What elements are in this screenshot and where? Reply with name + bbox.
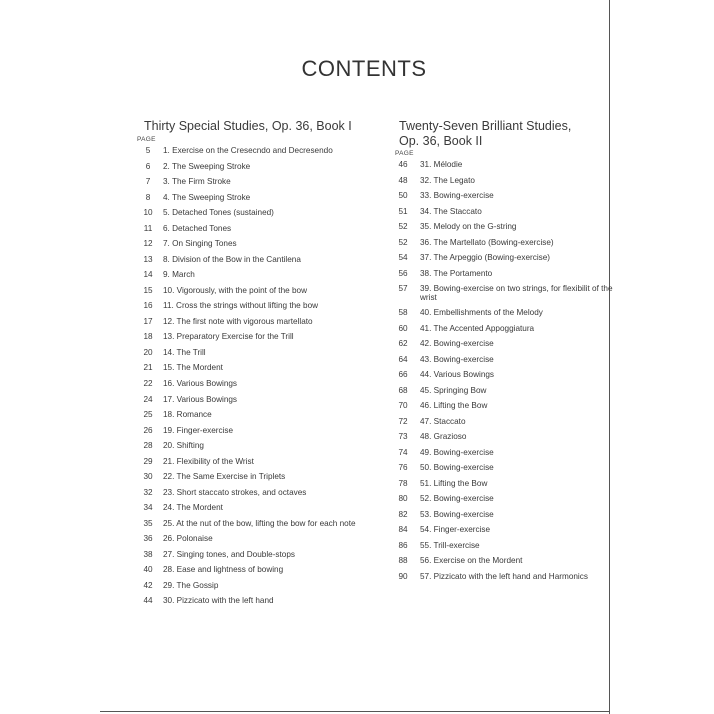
contents-entry: [137, 239, 397, 255]
entry-title: 46. Lifting the Bow: [420, 401, 488, 410]
entry-page-number: 62: [398, 339, 408, 348]
contents-entry: [389, 238, 619, 254]
entry-title: 56. Exercise on the Mordent: [420, 556, 523, 565]
entry-page-number: 86: [398, 540, 408, 550]
contents-entry: [389, 541, 619, 557]
page-title: CONTENTS: [301, 56, 427, 81]
entry-title: 7. On Singing Tones: [163, 239, 237, 249]
contents-entry: [389, 510, 619, 526]
entry-page-number: 10: [143, 208, 153, 218]
entry-page-number: 8: [145, 192, 151, 202]
contents-entry: [389, 417, 619, 433]
entry-title: 52. Bowing-exercise: [420, 494, 494, 503]
book-two-heading-line2: Op. 36, Book II: [399, 134, 483, 148]
entry-title: 6. Detached Tones: [163, 223, 232, 233]
contents-entry: [389, 525, 619, 541]
contents-entry: [137, 410, 397, 426]
entry-title: 8. Division of the Bow in the Cantilena: [163, 254, 301, 264]
entry-title: 48. Grazioso: [420, 432, 467, 441]
entry-page-number: 78: [398, 478, 408, 488]
contents-entry: [389, 176, 619, 192]
contents-entry: [137, 488, 397, 504]
entry-title: 24. The Mordent: [163, 503, 223, 513]
contents-entry: [389, 463, 619, 479]
contents-entry: [137, 457, 397, 473]
contents-entry: [137, 193, 397, 209]
book-one-column: [137, 119, 397, 612]
entry-page-number: 70: [398, 401, 408, 410]
entry-title: 53. Bowing-exercise: [420, 509, 494, 519]
entry-page-number: 44: [143, 596, 153, 606]
contents-entry: [389, 401, 619, 417]
contents-entry: [389, 269, 619, 285]
entry-title: 54. Finger-exercise: [420, 525, 491, 534]
entry-title: 22. The Same Exercise in Triplets: [163, 472, 286, 482]
entry-title: 25. At the nut of the bow, lifting the bow for each note: [163, 518, 356, 528]
contents-entry: [137, 332, 397, 348]
entry-title: 34. The Staccato: [420, 206, 482, 216]
page-column-label: PAGE: [395, 150, 414, 157]
entry-title: 10. Vigorously, with the point of the bow: [163, 285, 307, 295]
contents-entry: [137, 581, 397, 597]
entry-page-number: 24: [143, 394, 153, 404]
contents-entry: [389, 308, 619, 324]
entry-title: 49. Bowing-exercise: [420, 447, 494, 457]
entry-title: 35. Melody on the G-string: [420, 222, 517, 231]
entry-page-number: 84: [398, 525, 408, 534]
contents-entry: [137, 550, 397, 566]
entry-page-number: 88: [398, 556, 408, 565]
entry-page-number: 50: [398, 191, 408, 200]
entry-title: 44. Various Bowings: [420, 370, 495, 379]
contents-entry: [389, 355, 619, 371]
entry-title: 15. The Mordent: [163, 363, 223, 373]
entry-title: 39. Bowing-exercise on two strings, for flexibilit of the wrist: [420, 284, 613, 302]
entry-page-number: 35: [143, 518, 153, 528]
contents-entry: [389, 479, 619, 495]
contents-entry: [137, 348, 397, 364]
entry-page-number: 46: [398, 160, 408, 169]
contents-entry: [389, 494, 619, 510]
contents-entry: [137, 363, 397, 379]
contents-entry: [389, 253, 619, 269]
entry-title: 41. The Accented Appoggiatura: [420, 323, 535, 333]
contents-entry: [389, 222, 619, 238]
entry-page-number: 21: [143, 363, 153, 373]
book-two-heading: [399, 119, 619, 149]
entry-title: 55. Trill-exercise: [420, 540, 480, 550]
entry-page-number: 42: [143, 580, 153, 590]
contents-entry: [137, 534, 397, 550]
entry-page-number: 11: [143, 223, 153, 233]
contents-entry: [137, 441, 397, 457]
contents-entry: [137, 177, 397, 193]
entry-page-number: 48: [398, 175, 408, 185]
book-one-heading: Thirty Special Studies, Op. 36, Book I: [144, 119, 352, 133]
entry-title: 2. The Sweeping Stroke: [163, 161, 251, 171]
entry-page-number: 13: [143, 254, 153, 264]
entry-title: 23. Short staccato strokes, and octaves: [163, 487, 307, 497]
entry-title: 36. The Martellato (Bowing-exercise): [420, 237, 554, 247]
entry-title: 27. Singing tones, and Double-stops: [163, 549, 295, 559]
entry-title: 12. The first note with vigorous martellato: [163, 316, 313, 326]
entry-title: 30. Pizzicato with the left hand: [163, 596, 274, 606]
entry-page-number: 15: [143, 285, 153, 295]
contents-entry: [137, 379, 397, 395]
entry-page-number: 34: [143, 503, 153, 513]
contents-entry: [389, 432, 619, 448]
contents-entry: [389, 370, 619, 386]
entry-page-number: 12: [143, 239, 153, 249]
entry-title: 42. Bowing-exercise: [420, 339, 494, 348]
entry-page-number: 54: [398, 253, 408, 262]
entry-page-number: 52: [398, 222, 408, 231]
contents-entry: [137, 519, 397, 535]
entry-page-number: 36: [143, 534, 153, 544]
entry-page-number: 76: [398, 463, 408, 472]
entry-page-number: 74: [398, 447, 408, 457]
entry-page-number: 80: [398, 494, 408, 503]
entry-page-number: 28: [143, 441, 153, 451]
bottom-rule: [100, 711, 609, 712]
entry-title: 37. The Arpeggio (Bowing-exercise): [420, 253, 551, 262]
page-column-label: PAGE: [137, 136, 156, 143]
entry-page-number: 22: [143, 378, 153, 388]
entry-page-number: 68: [398, 385, 408, 395]
entry-title: 1. Exercise on the Cresecndo and Decresendo: [163, 146, 333, 155]
entry-page-number: 66: [398, 370, 408, 379]
contents-entry: [137, 146, 397, 162]
entry-title: 20. Shifting: [163, 441, 204, 451]
contents-entry: [137, 395, 397, 411]
entry-page-number: 30: [143, 472, 153, 482]
book-two-column: [389, 119, 619, 587]
entry-title: 50. Bowing-exercise: [420, 463, 494, 472]
contents-entry: [137, 565, 397, 581]
entry-title: 16. Various Bowings: [163, 378, 238, 388]
entry-title: 4. The Sweeping Stroke: [163, 192, 251, 202]
entry-title: 11. Cross the strings without lifting the bow: [163, 301, 319, 311]
entry-page-number: 40: [143, 565, 153, 575]
entry-title: 3. The Firm Stroke: [163, 177, 231, 187]
entry-title: 38. The Portamento: [420, 268, 493, 278]
entry-title: 13. Preparatory Exercise for the Trill: [163, 332, 294, 342]
contents-entry: [137, 472, 397, 488]
contents-entry: [389, 191, 619, 207]
entry-title: 28. Ease and lightness of bowing: [163, 565, 284, 575]
entry-title: 9. March: [163, 270, 195, 280]
entry-page-number: 17: [143, 316, 153, 326]
entry-page-number: 5: [145, 146, 151, 155]
entry-title: 40. Embellishments of the Melody: [420, 308, 543, 317]
contents-entry: [137, 208, 397, 224]
contents-entry: [389, 448, 619, 464]
entry-page-number: 90: [398, 571, 408, 581]
book-two-heading-line1: Twenty-Seven Brilliant Studies,: [399, 119, 572, 133]
entry-title: 17. Various Bowings: [163, 394, 238, 404]
entry-title: 51. Lifting the Bow: [420, 478, 488, 488]
book-one-entries: [137, 146, 397, 612]
entry-page-number: 52: [398, 237, 408, 247]
entry-page-number: 51: [398, 206, 408, 216]
entry-page-number: 29: [143, 456, 153, 466]
entry-title: 19. Finger-exercise: [163, 425, 234, 435]
contents-entry: [137, 286, 397, 302]
entry-page-number: 6: [145, 161, 151, 171]
entry-page-number: 16: [143, 301, 153, 311]
entry-title: 57. Pizzicato with the left hand and Harmonics: [420, 571, 588, 581]
entry-page-number: 18: [143, 332, 153, 342]
contents-entry: [389, 572, 619, 588]
contents-entry: [137, 255, 397, 271]
entry-title: 32. The Legato: [420, 175, 475, 185]
entry-title: 43. Bowing-exercise: [420, 354, 494, 364]
contents-entry: [389, 207, 619, 223]
entry-page-number: 14: [143, 270, 153, 280]
contents-entry: [389, 284, 619, 308]
entry-page-number: 56: [398, 268, 408, 278]
entry-page-number: 26: [143, 425, 153, 435]
entry-page-number: 73: [398, 432, 408, 441]
entry-page-number: 82: [398, 509, 408, 519]
contents-entry: [389, 324, 619, 340]
entry-page-number: 58: [398, 308, 408, 317]
book-two-entries: [389, 160, 619, 587]
entry-page-number: 64: [398, 354, 408, 364]
contents-entry: [137, 317, 397, 333]
entry-title: 29. The Gossip: [163, 580, 219, 590]
contents-entry: [389, 160, 619, 176]
entry-title: 18. Romance: [163, 410, 212, 420]
entry-page-number: 72: [398, 416, 408, 426]
entry-title: 14. The Trill: [163, 347, 206, 357]
contents-entry: [137, 301, 397, 317]
contents-entry: [137, 596, 397, 612]
entry-page-number: 60: [398, 323, 408, 333]
entry-page-number: 38: [143, 549, 153, 559]
contents-entry: [389, 556, 619, 572]
contents-entry: [137, 503, 397, 519]
entry-title: 33. Bowing-exercise: [420, 191, 494, 200]
entry-title: 26. Polonaise: [163, 534, 213, 544]
entry-title: 45. Springing Bow: [420, 385, 487, 395]
contents-entry: [137, 162, 397, 178]
entry-page-number: 25: [143, 410, 153, 420]
contents-entry: [389, 339, 619, 355]
entry-page-number: 57: [398, 284, 408, 293]
contents-entry: [389, 386, 619, 402]
entry-page-number: 32: [143, 487, 153, 497]
contents-entry: [137, 224, 397, 240]
entry-title: 47. Staccato: [420, 416, 466, 426]
entry-title: 21. Flexibility of the Wrist: [163, 456, 254, 466]
entry-page-number: 20: [143, 347, 153, 357]
contents-entry: [137, 426, 397, 442]
entry-title: 5. Detached Tones (sustained): [163, 208, 274, 218]
entry-page-number: 7: [145, 177, 151, 187]
contents-entry: [137, 270, 397, 286]
entry-title: 31. Mélodie: [420, 160, 463, 169]
